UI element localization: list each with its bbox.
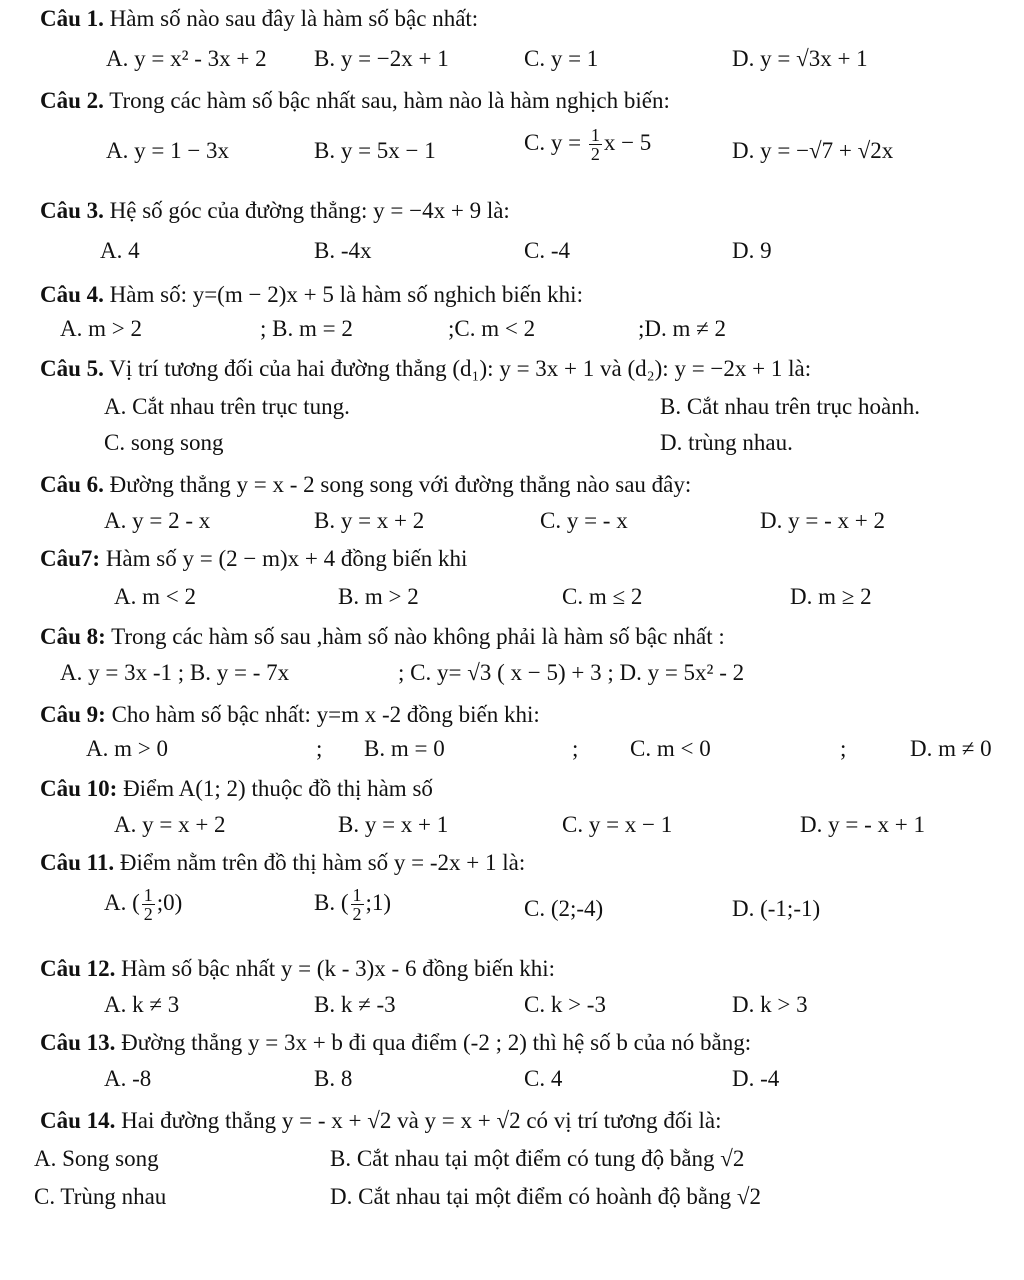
- option-c: C. y = 1: [524, 46, 599, 71]
- option-d: D. y = - x + 2: [760, 508, 885, 533]
- question-text: Hàm số y = (2 − m)x + 4 đồng biến khi: [105, 546, 468, 571]
- question-3: [40, 198, 510, 224]
- option-a-b: A. y = 3x -1 ; B. y = - 7x: [60, 660, 290, 685]
- question-label: Câu 12.: [40, 956, 116, 981]
- question-label: Câu 11.: [40, 850, 115, 875]
- question-10: [40, 776, 433, 802]
- option-c-d: ; C. y= √3 ( x − 5) + 3 ; D. y = 5x² - 2: [398, 660, 745, 685]
- question-text: Trong các hàm số sau ,hàm số nào không phải là hàm số bậc nhất :: [111, 624, 725, 649]
- question-1: [40, 6, 478, 32]
- question-14: [40, 1108, 722, 1134]
- option-d: D. k > 3: [732, 992, 808, 1017]
- question-label: Câu 2.: [40, 88, 104, 113]
- option-a: A. y = 1 − 3x: [106, 138, 230, 163]
- option-d: D. 9: [732, 238, 772, 263]
- question-label: Câu 13.: [40, 1030, 116, 1055]
- option-c: C. y = $\frac{1}{2}$ x − 5: [524, 125, 652, 164]
- option-c: C. -4: [524, 238, 570, 263]
- question-13: [40, 1030, 751, 1056]
- option-a: A. k ≠ 3: [104, 992, 180, 1017]
- option-a: A. Song song: [34, 1146, 159, 1171]
- option-a: A. 4: [100, 238, 140, 263]
- option-d: D. y = −√7 + √2x: [732, 138, 894, 163]
- question-text: Hàm số bậc nhất y = (k - 3)x - 6 đồng biến khi:: [121, 956, 556, 981]
- question-5: [40, 356, 811, 382]
- option-b: B. ( $\frac{1}{2}$ ;1): [314, 885, 392, 924]
- option-b: ; B. m = 2: [260, 316, 353, 341]
- question-label: Câu 3.: [40, 198, 104, 223]
- question-2: [40, 88, 670, 114]
- option-a: A. Cắt nhau trên trục tung.: [104, 394, 350, 419]
- option-d: D. y = - x + 1: [800, 812, 925, 837]
- option-c: C. Trùng nhau: [34, 1184, 167, 1209]
- option-d: D. m ≠ 0: [910, 736, 992, 761]
- option-c: C. (2;-4): [524, 896, 604, 921]
- question-label: Câu 1.: [40, 6, 104, 31]
- option-a: A. y = x² - 3x + 2: [106, 46, 267, 71]
- option-b: B. y = −2x + 1: [314, 46, 449, 71]
- question-label: Câu 10:: [40, 776, 118, 801]
- question-7: [40, 546, 467, 572]
- option-d: D. y = √3x + 1: [732, 46, 868, 71]
- question-label: Câu 4.: [40, 282, 104, 307]
- option-b: B. y = x + 1: [338, 812, 449, 837]
- option-b: B. Cắt nhau tại một điểm có tung độ bằng √2: [330, 1146, 745, 1171]
- option-b: B. 8: [314, 1066, 353, 1091]
- option-c: C. y = x − 1: [562, 812, 673, 837]
- option-d: D. (-1;-1): [732, 896, 821, 921]
- fraction: $\frac{1}{2}$: [590, 125, 600, 164]
- question-label: Câu 9:: [40, 702, 106, 727]
- question-text: Hệ số góc của đường thẳng: y = −4x + 9 là:: [109, 198, 510, 223]
- option-b: B. -4x: [314, 238, 372, 263]
- separator: ;: [840, 736, 847, 761]
- option-d: D. Cắt nhau tại một điểm có hoành độ bằng √2: [330, 1184, 762, 1209]
- question-6: [40, 472, 691, 498]
- option-a: A. -8: [104, 1066, 152, 1091]
- question-text: Vị trí tương đối của hai đường thẳng (d₁): y = 3x + 1 và (d₂): y = −2x + 1 là:: [109, 356, 812, 381]
- question-text: Hàm số: y=(m − 2)x + 5 là hàm số nghich biến khi:: [109, 282, 583, 307]
- option-d: D. trùng nhau.: [660, 430, 793, 455]
- option-d: D. m ≥ 2: [790, 584, 872, 609]
- option-d: ;D. m ≠ 2: [638, 316, 727, 341]
- separator: ;: [572, 736, 579, 761]
- question-label: Câu 6.: [40, 472, 104, 497]
- option-a: A. m < 2: [114, 584, 196, 609]
- option-c: C. song song: [104, 430, 224, 455]
- option-b: B. y = x + 2: [314, 508, 425, 533]
- question-text: Điểm nằm trên đồ thị hàm số y = -2x + 1 là:: [119, 850, 526, 875]
- option-d: D. -4: [732, 1066, 780, 1091]
- question-text: Cho hàm số bậc nhất: y=m x -2 đồng biến khi:: [111, 702, 540, 727]
- question-text: Điểm A(1; 2) thuộc đồ thị hàm số: [123, 776, 433, 801]
- question-text: Hàm số nào sau đây là hàm số bậc nhất:: [109, 6, 479, 31]
- option-c: C. 4: [524, 1066, 563, 1091]
- question-9: [40, 702, 540, 728]
- option-a: A. y = x + 2: [114, 812, 226, 837]
- option-b: B. m > 2: [338, 584, 419, 609]
- fraction: $\frac{1}{2}$: [143, 885, 153, 924]
- question-label: Câu 5.: [40, 356, 104, 381]
- question-label: Câu 8:: [40, 624, 106, 649]
- option-c: C. y = - x: [540, 508, 628, 533]
- question-label: Câu7:: [40, 546, 101, 571]
- option-a: A. m > 0: [86, 736, 168, 761]
- question-4: [40, 282, 583, 308]
- option-a: A. y = 2 - x: [104, 508, 211, 533]
- option-a: A. ( $\frac{1}{2}$ ;0): [104, 885, 183, 924]
- fraction: $\frac{1}{2}$: [352, 885, 362, 924]
- option-a: A. m > 2: [60, 316, 142, 341]
- question-text: Trong các hàm số bậc nhất sau, hàm nào là hàm nghịch biến:: [109, 88, 670, 113]
- option-c: C. m < 0: [630, 736, 711, 761]
- option-c: C. k > -3: [524, 992, 606, 1017]
- question-12: [40, 956, 555, 982]
- option-b: B. k ≠ -3: [314, 992, 396, 1017]
- option-c: ;C. m < 2: [448, 316, 536, 341]
- option-b: B. Cắt nhau trên trục hoành.: [660, 394, 920, 419]
- option-b: B. y = 5x − 1: [314, 138, 436, 163]
- option-c: C. m ≤ 2: [562, 584, 643, 609]
- separator: ;: [316, 736, 323, 761]
- question-text: Hai đường thẳng y = - x + √2 và y = x + √2 có vị trí tương đối là:: [121, 1108, 722, 1133]
- question-text: Đường thẳng y = x - 2 song song với đường thẳng nào sau đây:: [109, 472, 692, 497]
- option-b: B. m = 0: [364, 736, 445, 761]
- question-label: Câu 14.: [40, 1108, 116, 1133]
- question-text: Đường thẳng y = 3x + b đi qua điểm (-2 ; 2) thì hệ số b của nó bằng:: [121, 1030, 752, 1055]
- question-8: [40, 624, 725, 650]
- question-11: [40, 850, 525, 876]
